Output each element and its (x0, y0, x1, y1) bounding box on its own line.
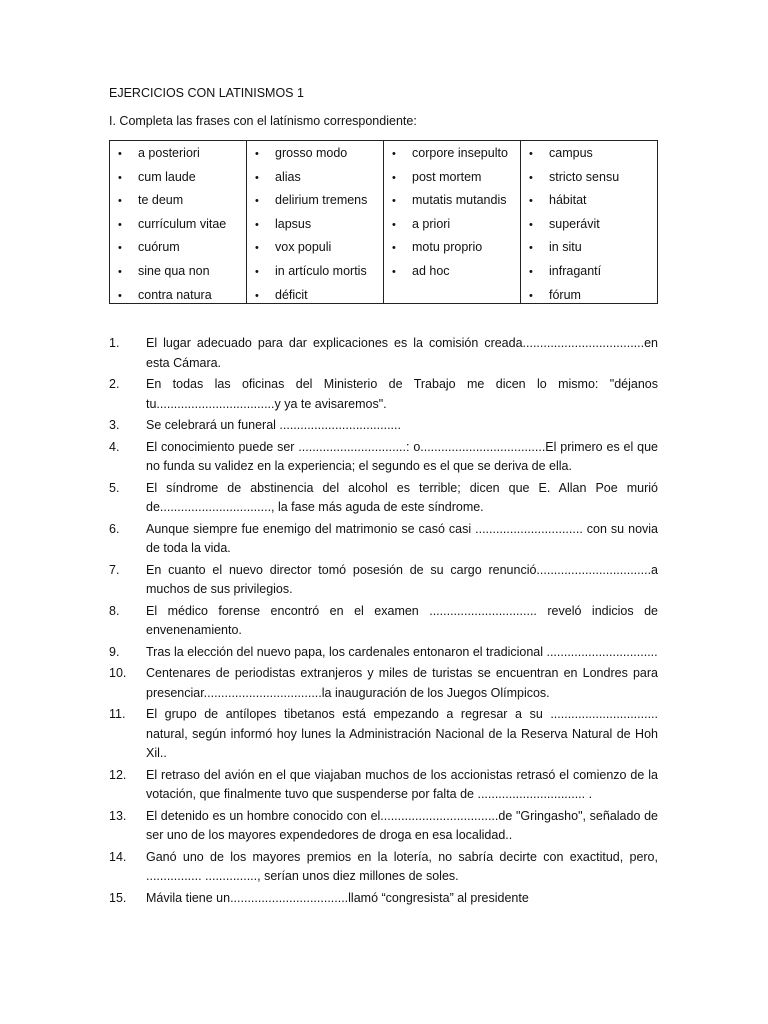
exercise-number: 1. (109, 336, 120, 350)
exercise-item (109, 602, 658, 641)
exercise-number: 10. (109, 666, 127, 680)
exercise-number: 14. (109, 849, 127, 864)
word-bank-column (247, 141, 384, 303)
exercise-number: 9. (109, 644, 120, 659)
word-bank-item: • infragantí (529, 261, 657, 285)
exercise-item (109, 416, 658, 436)
exercise-number: 11. (109, 707, 126, 721)
word-bank-item: • vox populi (255, 237, 383, 261)
exercise-text: El retraso del avión en el que viajaban muchos de los accionistas retrasó el comienzo de la votación, que finalmente tuvo que suspenderse por falta de ............................... . (146, 767, 658, 801)
word-bank-item: • cum laude (118, 167, 246, 191)
exercise-number: 3. (109, 418, 120, 432)
word-bank-item: • in situ (529, 237, 657, 261)
exercise-number: 2. (109, 377, 120, 391)
word-bank-item: • hábitat (529, 190, 657, 214)
exercise-number: 12. (109, 767, 127, 782)
word-bank-item: • post mortem (392, 167, 520, 191)
word-bank-item: • cuórum (118, 237, 246, 261)
exercise-number: 6. (109, 521, 120, 536)
word-bank-item: • in artículo mortis (255, 261, 383, 285)
exercise-item (109, 766, 658, 805)
word-bank-item: • motu proprio (392, 237, 520, 261)
exercise-text: El grupo de antílopes tibetanos está empezando a regresar a su ............................... natural, según informó hoy lunes la Administración Nacional de la Reserva Natural de Hoh Xil.. (146, 707, 658, 760)
exercise-item (109, 438, 658, 477)
word-bank-column (384, 141, 521, 303)
exercise-item (109, 520, 658, 559)
word-bank-item: • delirium tremens (255, 190, 383, 214)
exercise-item (109, 561, 658, 600)
exercise-item (109, 705, 658, 764)
instruction: I. Completa las frases con el latínismo correspondiente: (109, 114, 417, 128)
exercise-item (109, 479, 658, 518)
exercise-number: 7. (109, 562, 120, 577)
word-bank-table (109, 140, 658, 304)
page-title: EJERCICIOS CON LATINISMOS 1 (109, 86, 304, 100)
word-bank-item: • corpore insepulto (392, 143, 520, 167)
exercise-item (109, 807, 658, 846)
word-bank-item: • sine qua non (118, 261, 246, 285)
word-bank-column (521, 141, 657, 303)
word-bank-item: • stricto sensu (529, 167, 657, 191)
exercise-list (109, 334, 658, 910)
exercise-text: Se celebrará un funeral ................................... (146, 418, 401, 432)
exercise-text: En todas las oficinas del Ministerio de Trabajo me dicen lo mismo: "déjanos tu..................................y ya te avisaremos". (146, 377, 658, 411)
word-bank-item: • currículum vitae (118, 214, 246, 238)
exercise-text: En cuanto el nuevo director tomó posesión de su cargo renunció.................................a muchos de sus privilegios. (146, 562, 658, 596)
word-bank-item: • contra natura (118, 285, 246, 309)
exercise-item (109, 889, 658, 909)
word-bank-item: • mutatis mutandis (392, 190, 520, 214)
word-bank-column (110, 141, 247, 303)
exercise-number: 5. (109, 480, 120, 495)
word-bank-item: • grosso modo (255, 143, 383, 167)
word-bank-item: • campus (529, 143, 657, 167)
exercise-item (109, 643, 658, 663)
exercise-text: Mávila tiene un..................................llamó “congresista” al presidente (146, 890, 529, 905)
exercise-item (109, 334, 658, 373)
exercise-text: Ganó uno de los mayores premios en la lotería, no sabría decirte con exactitud, pero, ................ ..............., serían unos diez millones de soles. (146, 849, 658, 883)
exercise-item (109, 375, 658, 414)
exercise-item (109, 848, 658, 887)
word-bank-item: • fórum (529, 285, 657, 309)
exercise-text: Aunque siempre fue enemigo del matrimonio se casó casi ............................... con su novia de toda la vida. (146, 521, 658, 555)
word-bank-item: • ad hoc (392, 261, 520, 285)
exercise-number: 8. (109, 603, 120, 618)
exercise-text: El conocimiento puede ser ...............................: o....................................El primero es el que no funda su validez en la experiencia; el segundo es el que se deriva de ella. (146, 439, 658, 473)
exercise-text: Centenares de periodistas extranjeros y miles de turistas se encuentran en Londres para presenciar..................................la inauguración de los Juegos Olímpicos. (146, 666, 658, 700)
exercise-text: El síndrome de abstinencia del alcohol es terrible; dicen que E. Allan Poe murió de................................, la fase más aguda de este síndrome. (146, 480, 658, 514)
word-bank-item: • a priori (392, 214, 520, 238)
exercise-number: 15. (109, 890, 127, 905)
word-bank-item: • alias (255, 167, 383, 191)
word-bank-item: • lapsus (255, 214, 383, 238)
exercise-item (109, 664, 658, 703)
word-bank-item: • te deum (118, 190, 246, 214)
word-bank-item: • déficit (255, 285, 383, 309)
word-bank-item: • a posteriori (118, 143, 246, 167)
exercise-text: El detenido es un hombre conocido con el..................................de "Gringasho", señalado de ser uno de los mayores expendedores de droga en esa localidad.. (146, 808, 658, 842)
exercise-text: Tras la elección del nuevo papa, los cardenales entonaron el tradicional ................................ (146, 644, 658, 659)
exercise-number: 4. (109, 439, 120, 454)
word-bank-item: • superávit (529, 214, 657, 238)
exercise-text: El médico forense encontró en el examen ............................... reveló indicios de envenenamiento. (146, 603, 658, 637)
exercise-number: 13. (109, 808, 127, 823)
exercise-text: El lugar adecuado para dar explicaciones es la comisión creada...................................en esta Cámara. (146, 336, 658, 370)
